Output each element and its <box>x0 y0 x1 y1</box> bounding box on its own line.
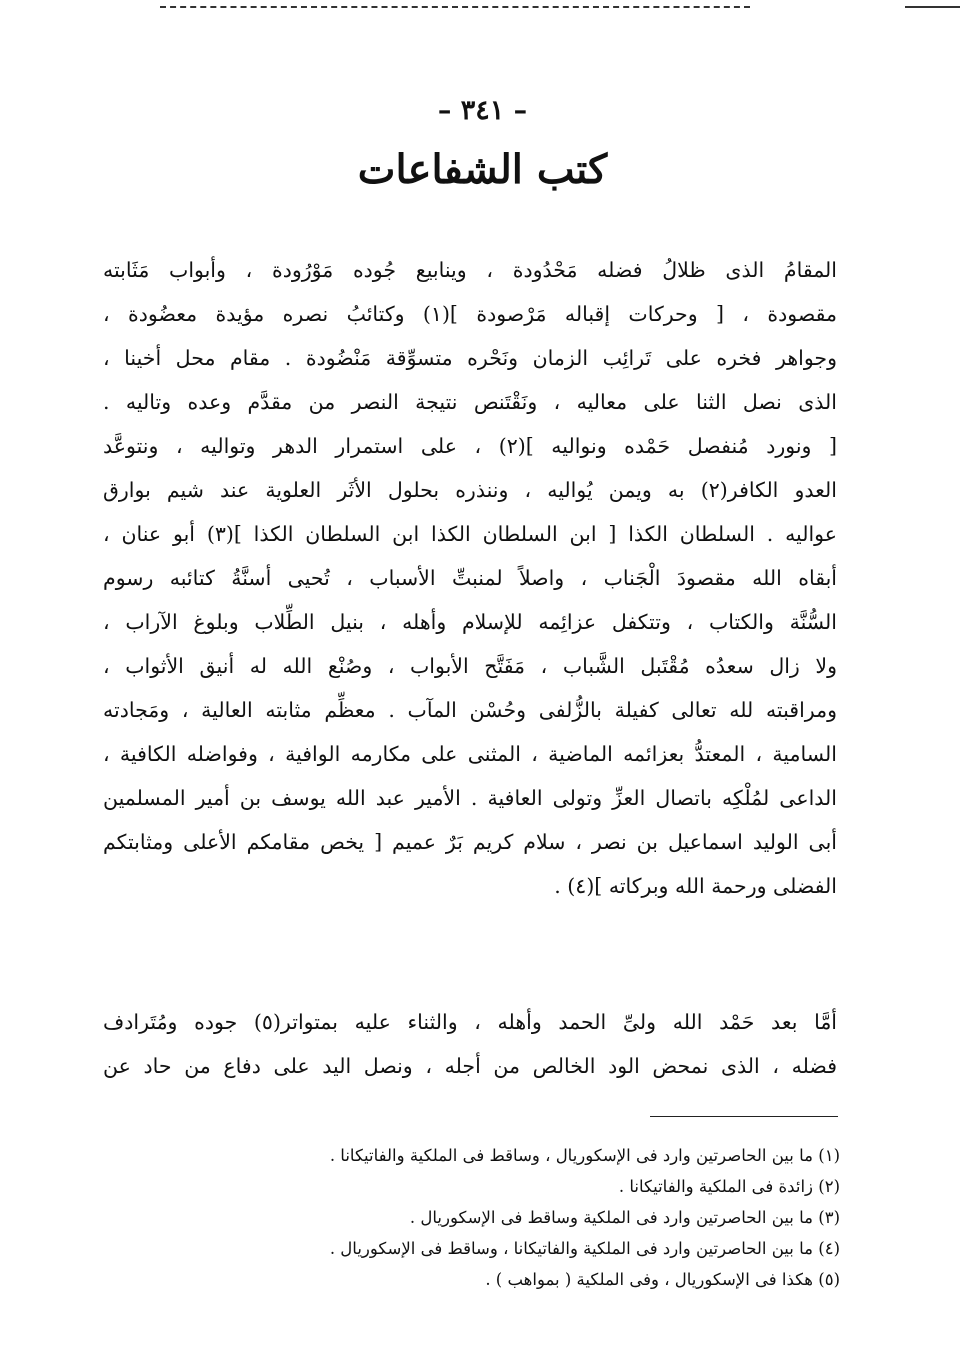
text-line: أبقاه الله مقصودَ الْجَناب ، واصلاً لمنبتِّ الأسباب ، تُحيى أسنَّةُ كتائبه رسوم <box>103 566 837 590</box>
text-line: مقصودة ، [ وحركات إقباله مَرْصودة ](١) وكتائبُ نصره مؤيدة معضُودة ، <box>103 302 837 326</box>
page-number: – ٣٤١ – <box>437 95 528 126</box>
body-paragraph-2 <box>103 1000 837 1088</box>
text-line: [ ونورد مُنفصل حَمْده ونواليه ](٢) ، على استمرار الدهر وتواليه ، ونتوعَّد <box>103 434 837 458</box>
text-line: الداعى لمُلْكِه باتصال العزِّ وتولى العافية . الأمير عبد الله يوسف بن أمير المسلمين <box>103 786 837 810</box>
text-line: عواليه . السلطان الكذا [ ابن السلطان الكذا ابن السلطان الكذا ](٣) أبو عنان ، <box>103 522 837 546</box>
footnote-separator <box>650 1116 838 1117</box>
text-line: فضله ، الذى نمحض الود الخالص من أجله ، ونصل اليد على دفاع من حاد عن <box>103 1054 837 1078</box>
chapter-title: كتب الشفاعات <box>357 146 608 193</box>
footnotes <box>260 1140 840 1295</box>
text-line: الفضلى ورحمة الله وبركاته ](٤) . <box>554 874 837 898</box>
footnote-5: (٥) هكذا فى الإسكوريال ، وفى الملكية ( بمواهب ) . <box>485 1270 840 1289</box>
body-paragraph-1 <box>103 248 837 908</box>
text-line: الذى نصل الثنا على معاليه ، ونَقْتَنص نتيجة النصر من مقدَّم وعده وتاليه . <box>103 390 837 414</box>
text-line: العدو الكافر(٢) به ويمن يُواليه ، وننذره بحلول الأثَر العلوية عند شيم بوارق <box>103 478 837 502</box>
text-line: أبى الوليد اسماعيل بن نصر ، سلام كريم بَرٌ عميم [ يخص مقامكم الأعلى ومثابتكم <box>103 830 837 854</box>
text-line: السُّنَّة والكتاب ، وتتكفل عزائِمه للإسلام وأهله ، بنيل الطِّلاب وبلوغ الآراب ، <box>103 610 837 634</box>
footnote-4: (٤) ما بين الحاصرتين وارد فى الملكية والفاتيكانا ، وساقط فى الإسكوريال . <box>329 1239 840 1258</box>
top-edge-rule-right <box>905 6 960 8</box>
text-line: ومراقبته لله تعالى كفيلة بالزُّلفى وحُسْن المآب . معظِّم مثابته العالية ، ومَجادته <box>103 698 837 722</box>
text-line: ولا زال سعدُه مُقْتَبل الشَّباب ، مَفَتَّح الأبواب ، وصُنْع الله له أنيق الأثواب ، <box>103 654 837 678</box>
top-edge-rule <box>160 6 750 8</box>
text-line: أمَّا بعد حَمْد الله ولىِّ الحمد وأهله ، والثناء عليه بمتواتر(٥) جوده ومُتَرادف <box>103 1010 837 1034</box>
footnote-2: (٢) زائدة فى الملكية والفاتيكانا . <box>618 1177 840 1196</box>
text-line: السامية ، المعتدُّ بعزائمه الماضية ، المثنى على مكارمه الوافية ، وفواضله الكافية ، <box>103 742 837 766</box>
footnote-1: (١) ما بين الحاصرتين وارد فى الإسكوريال ، وساقط فى الملكية والفاتيكانا . <box>329 1146 840 1165</box>
text-line: المقامُ الذى ظلالُ فضله مَحْدُودة ، وينابيع جُوده مَوْرُودة ، وأبواب مَثَابته <box>103 258 837 282</box>
footnote-3: (٣) ما بين الحاصرتين وارد فى الملكية وساقط فى الإسكوريال . <box>409 1208 840 1227</box>
text-line: وجواهر فخره على تَرائِب الزمان ونَحْره متسوِّقة مَنْضُودة . مقام محل أخينا ، <box>103 346 837 370</box>
